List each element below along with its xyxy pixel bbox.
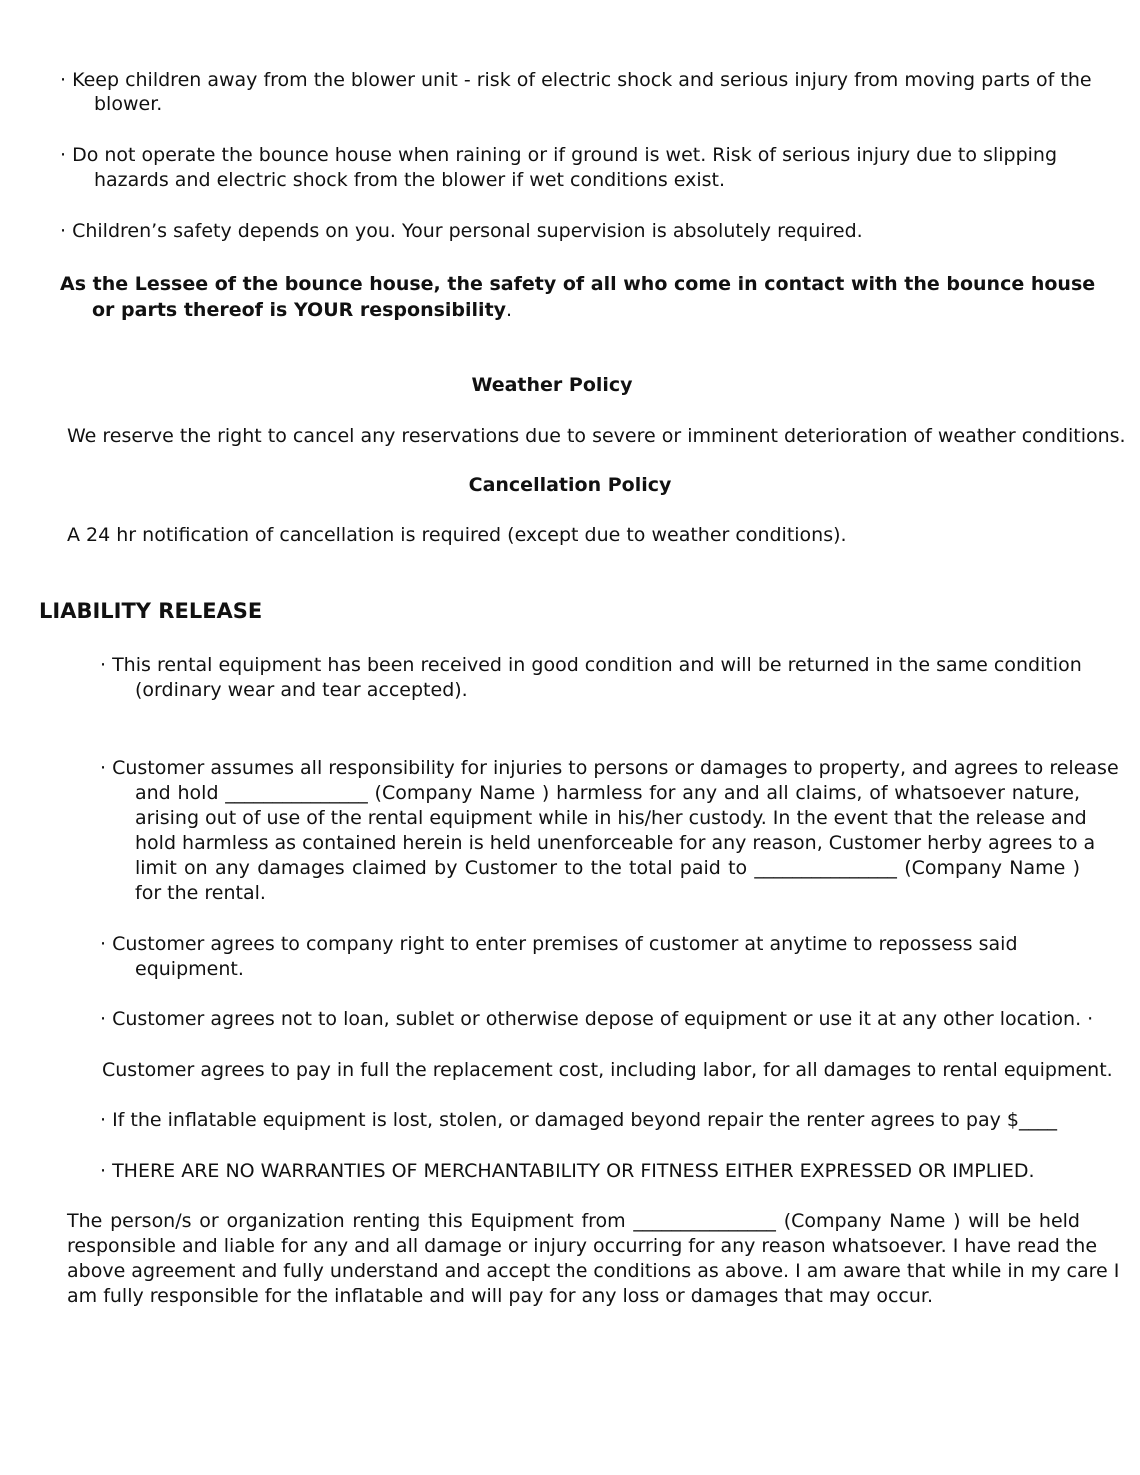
text-line	[92, 298, 512, 322]
text-line: for the rental.	[135, 882, 266, 904]
text-line: equipment.	[135, 958, 244, 980]
liability-release-heading: LIABILITY RELEASE	[39, 599, 263, 623]
text-line: As the Lessee of the bounce house, the safety of all who come in contact with the bounce house	[60, 273, 1096, 295]
text-line: arising out of use of the rental equipment while in his/her custody. In the event that the release and	[135, 807, 1087, 829]
liability-item-no-loan: · Customer agrees not to loan, sublet or otherwise depose of equipment or use it at any other location. ·	[100, 1008, 1094, 1030]
text-line: above agreement and fully understand and accept the conditions as above. I am aware that while in my care I	[67, 1260, 1120, 1282]
liability-item-no-warranties: · THERE ARE NO WARRANTIES OF MERCHANTABILITY OR FITNESS EITHER EXPRESSED OR IMPLIED.	[100, 1160, 1035, 1182]
text-line: hazards and electric shock from the blower if wet conditions exist.	[94, 169, 726, 191]
text-line: blower.	[94, 93, 163, 115]
text-line: responsible and liable for any and all damage or injury occurring for any reason whatsoever. I have read the	[67, 1235, 1098, 1257]
safety-bullet-supervision: · Children’s safety depends on you. Your personal supervision is absolutely required.	[60, 220, 863, 242]
cancellation-policy-heading: Cancellation Policy	[468, 474, 672, 496]
text-line: The person/s or organization renting this Equipment from _______________ (Company Name ) will be held	[67, 1210, 1080, 1232]
emphasis: or parts thereof is YOUR responsibility	[92, 299, 507, 321]
liability-item-replacement-cost: Customer agrees to pay in full the replacement cost, including labor, for all damages to rental equipment.	[102, 1059, 1113, 1081]
weather-policy-text: We reserve the right to cancel any reservations due to severe or imminent deterioration of weather conditions.	[67, 425, 1126, 447]
cancellation-policy-text: A 24 hr notification of cancellation is required (except due to weather conditions).	[67, 524, 847, 546]
text-line: hold harmless as contained herein is held unenforceable for any reason, Customer herby agrees to a	[135, 832, 1096, 854]
text-line: · Customer agrees to company right to enter premises of customer at anytime to repossess said	[100, 933, 1018, 955]
text-line: · Keep children away from the blower unit - risk of electric shock and serious injury from moving parts of the	[60, 69, 1092, 91]
text-line: and hold _______________ (Company Name ) harmless for any and all claims, of whatsoever nature,	[135, 782, 1080, 804]
text-line: (ordinary wear and tear accepted).	[135, 679, 468, 701]
liability-item-lost-stolen: · If the inflatable equipment is lost, stolen, or damaged beyond repair the renter agrees to pay $____	[100, 1109, 1057, 1131]
weather-policy-heading: Weather Policy	[471, 374, 633, 396]
text-line: · This rental equipment has been received in good condition and will be returned in the same condition	[100, 654, 1082, 676]
text-line: limit on any damages claimed by Customer to the total paid to _______________ (Company Name )	[135, 857, 1080, 879]
text-line: am fully responsible for the inflatable and will pay for any loss or damages that may occur.	[67, 1285, 934, 1307]
text-line: · Customer assumes all responsibility for injuries to persons or damages to property, and agrees to release	[100, 757, 1119, 779]
period: .	[506, 299, 513, 321]
text-line: · Do not operate the bounce house when raining or if ground is wet. Risk of serious injury due to slipping	[60, 144, 1058, 166]
